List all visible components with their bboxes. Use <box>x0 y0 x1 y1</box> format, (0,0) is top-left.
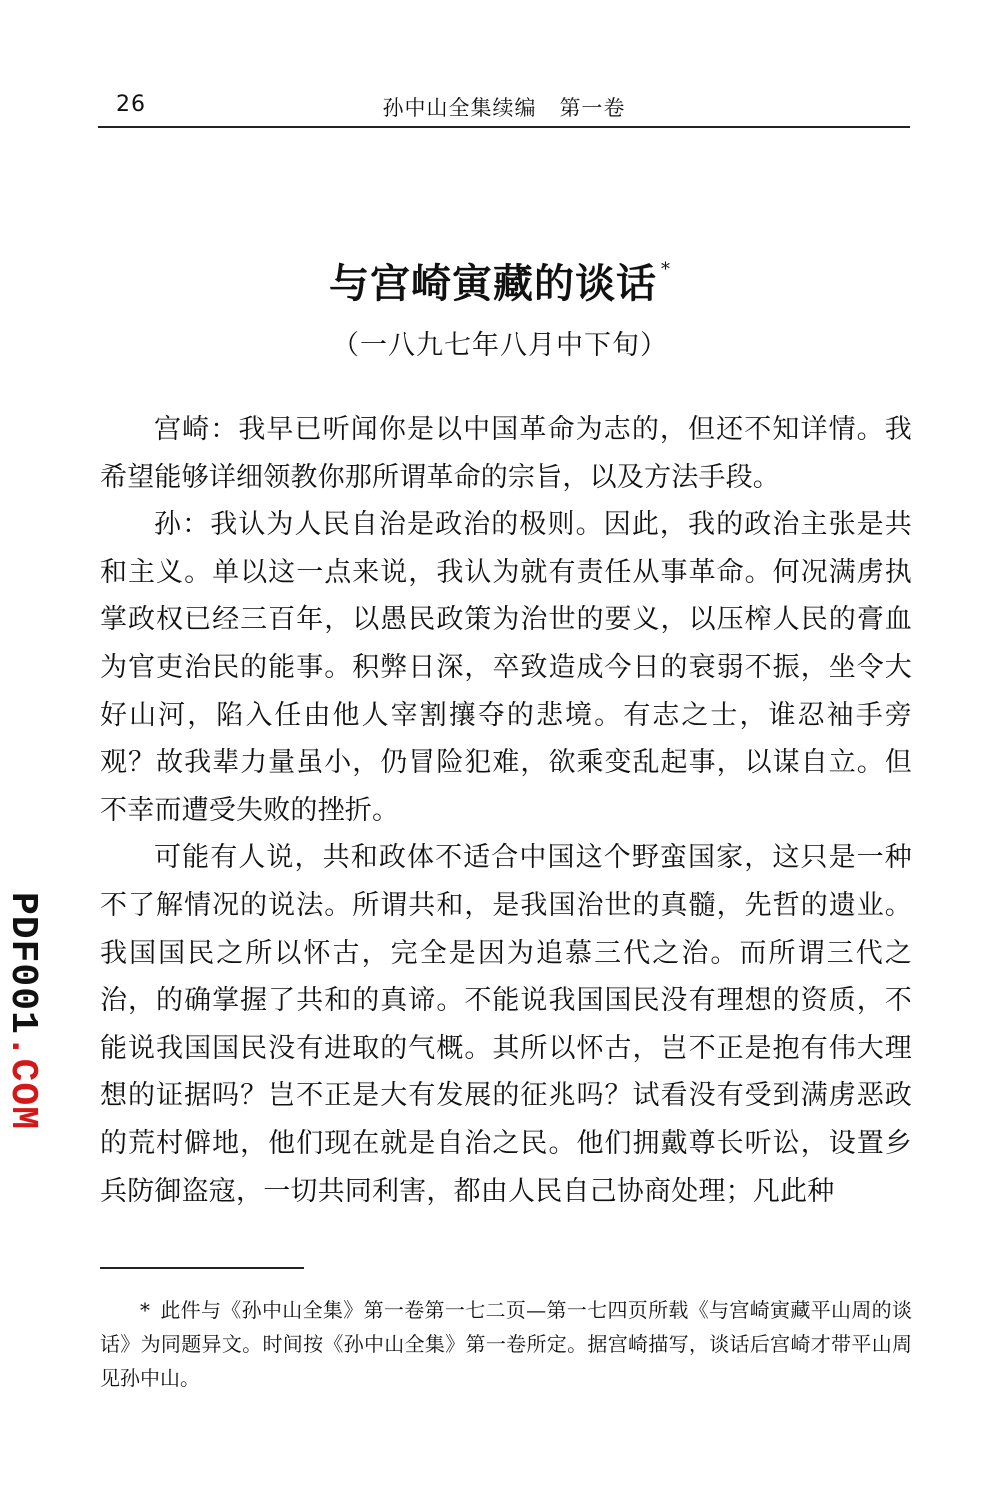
running-header <box>98 86 910 128</box>
footnote-reference-mark: * <box>661 259 671 280</box>
running-title: 孙中山全集续编 第一卷 <box>382 96 626 120</box>
watermark <box>0 892 44 1172</box>
article-body <box>100 406 912 1215</box>
article-date: （一八九七年八月中下旬） <box>332 330 668 361</box>
watermark-part-1: PDF001 <box>1 892 44 1035</box>
footnote-body: 此件与《孙中山全集》第一卷第一七二页—第一七四页所载《与宫崎寅藏平山周的谈话》为同题异文。时间按《孙中山全集》第一卷所定。据宫崎描写，谈话后宫崎才带平山周见孙中山。 <box>100 1298 912 1390</box>
watermark-part-2: .COM <box>1 1034 44 1131</box>
page-number: 26 <box>116 92 146 117</box>
footnote-text <box>100 1293 912 1395</box>
article-title-text: 与宫崎寅藏的谈话 <box>329 260 657 307</box>
footnote <box>100 1293 912 1395</box>
body-paragraph: 宫崎：我早已听闻你是以中国革命为志的，但还不知详情。我希望能够详细领教你那所谓革命的宗旨，以及方法手段。 <box>100 414 912 493</box>
footnote-marker: * <box>140 1298 150 1322</box>
article-title <box>0 252 1000 309</box>
footnote-divider <box>100 1267 304 1269</box>
body-paragraph: 可能有人说，共和政体不适合中国这个野蛮国家，这只是一种不了解情况的说法。所谓共和，是我国治世的真髓，先哲的遗业。我国国民之所以怀古，完全是因为追慕三代之治。而所谓三代之治，的确掌握了共和的真谛。不能说我国国民没有理想的资质，不能说我国国民没有进取的气概。其所以怀古，岂不正是抱有伟大理想的证据吗？岂不正是大有发展的征兆吗？试看没有受到满虏恶政的荒村僻地，他们现在就是自治之民。他们拥戴尊长听讼，设置乡兵防御盗寇，一切共同利害，都由人民自己协商处理；凡此种 <box>100 842 912 1207</box>
body-paragraph: 孙：我认为人民自治是政治的极则。因此，我的政治主张是共和主义。单以这一点来说，我认为就有责任从事革命。何况满虏执掌政权已经三百年，以愚民政策为治世的要义，以压榨人民的膏血为官吏治民的能事。积弊日深，卒致造成今日的衰弱不振，坐令大好山河，陷入任由他人宰割攘夺的悲境。有志之士，谁忍袖手旁观？故我辈力量虽小，仍冒险犯难，欲乘变乱起事，以谋自立。但不幸而遭受失败的挫折。 <box>100 509 912 826</box>
